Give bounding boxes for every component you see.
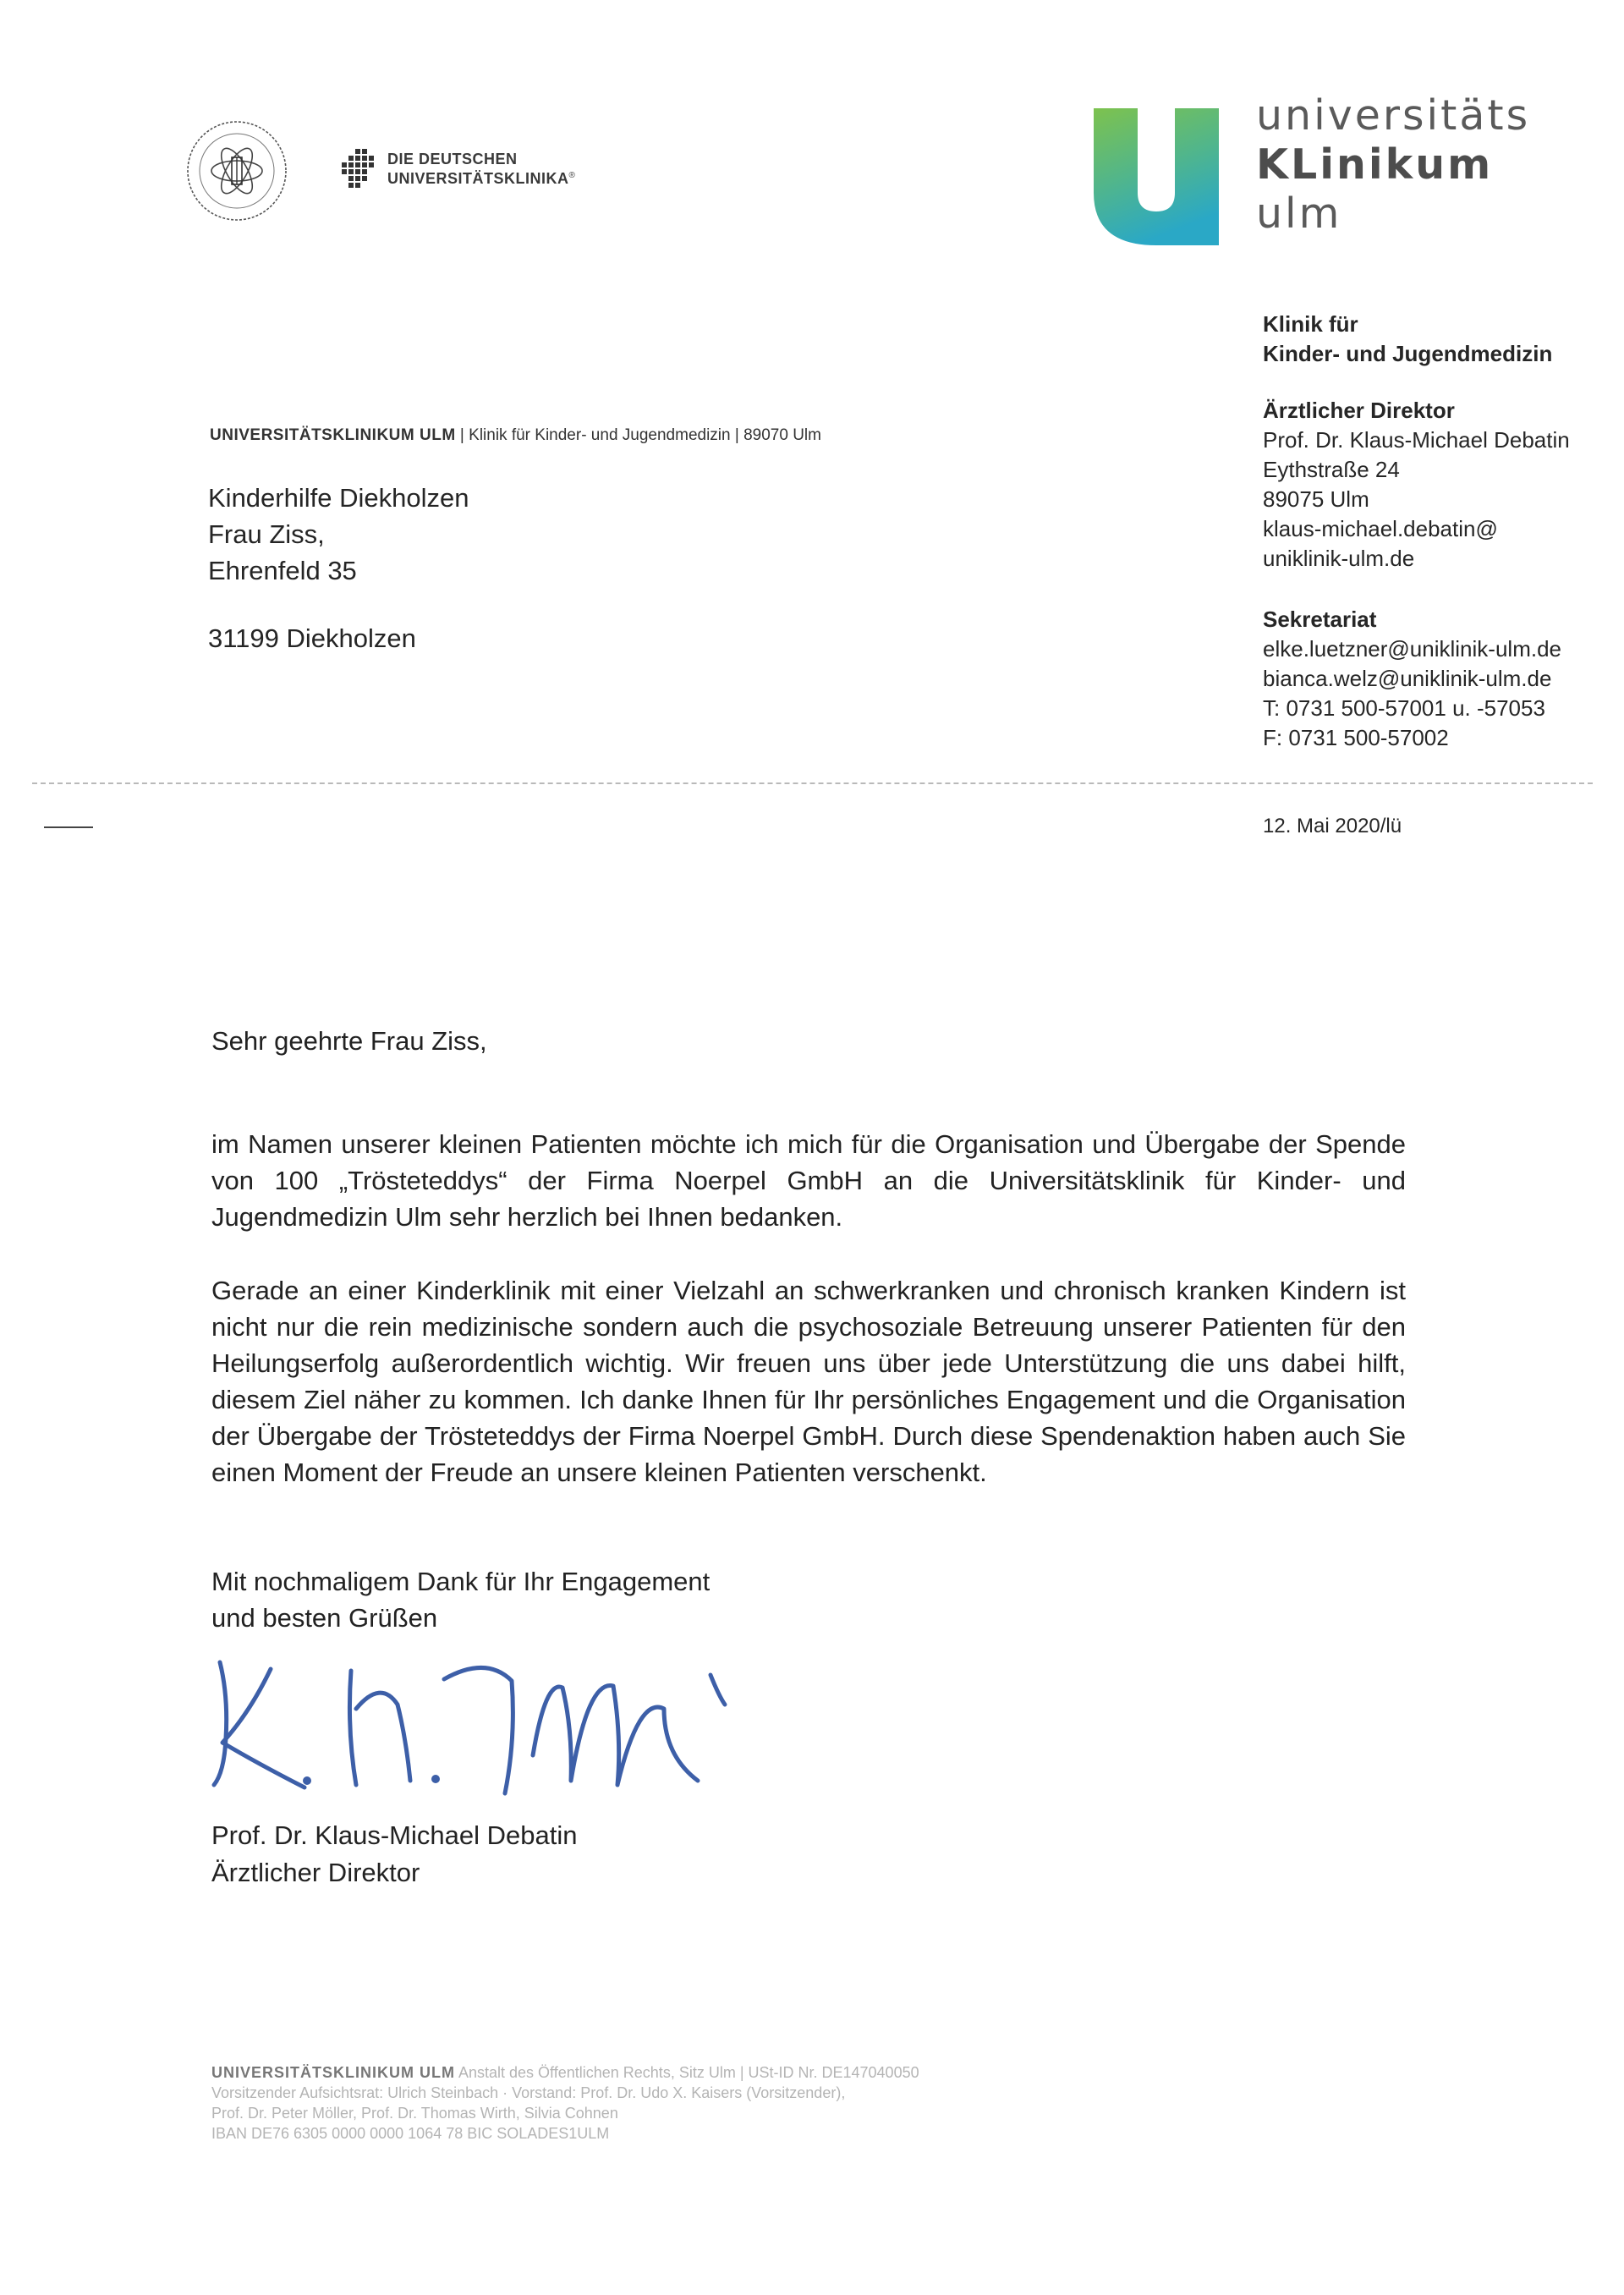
closing [211,1563,710,1636]
signer-title: Ärztlicher Direktor [211,1858,420,1887]
clinic-line1: Klinik für [1263,311,1358,337]
uniklinik-wordmark [1256,91,1530,239]
signer-name: Prof. Dr. Klaus-Michael Debatin [211,1820,578,1850]
signer-block [211,1817,577,1891]
secretariat-email2: bianca.welz@uniklinik-ulm.de [1263,666,1552,691]
dudk-logo-text [387,151,575,187]
wordmark-line1: universitäts [1256,91,1531,140]
body-paragraph-2: Gerade an einer Kinderklinik mit einer Vielzahl an schwerkranken und chronisch kranken Kindern ist nicht nur die rein medizinische sondern auch die psychosoziale Betreuung unserer Patienten für den Heilungserfolg außerordentlich wichtig. Wir freuen uns über jede Unterstützung die uns dabei hilft, diesem Ziel näher zu kommen. Ich danke Ihnen für Ihr persönliches Engagement und die Organisation der Übergabe der Trösteteddys der Firma Noerpel GmbH. Durch diese Spendenaktion haben auch Sie einen Moment der Freude an unsere kleinen Patienten verschenkt. [211,1276,1406,1487]
clinic-line2: Kinder- und Jugendmedizin [1263,341,1553,366]
recipient-line1: Kinderhilfe Diekholzen [208,483,469,513]
recipient-line3: Ehrenfeld 35 [208,556,357,585]
legal-footer [211,2062,1184,2144]
secretariat-contact [1263,605,1561,753]
closing-line1: Mit nochmaligem Dank für Ihr Engagement [211,1567,710,1596]
salutation: Sehr geehrte Frau Ziss, [211,1026,487,1056]
footer-line3: Prof. Dr. Peter Möller, Prof. Dr. Thomas Wirth, Silvia Cohnen [211,2105,618,2122]
letter-date: 12. Mai 2020/lü [1263,815,1402,837]
body-paragraph-1: im Namen unserer kleinen Patienten möchte ich mich für die Organisation und Übergabe der Spende von 100 „Trösteteddys“ der Firma Noerpel GmbH an die Universitätsklinik für Kinder- und Jugendmedizin Ulm sehr herzlich bei Ihnen bedanken. [211,1129,1406,1232]
fold-mark [44,826,93,828]
director-city: 89075 Ulm [1263,486,1369,512]
sender-details: | Klinik für Kinder- und Jugendmedizin | 89070 Ulm [455,426,821,444]
director-email-line2: uniklinik-ulm.de [1263,546,1415,571]
dudk-line1: DIE DEUTSCHEN [387,151,518,167]
uniklinik-u-logo [1094,108,1219,245]
director-contact [1263,396,1570,574]
footer-org: UNIVERSITÄTSKLINIKUM ULM [211,2064,455,2081]
handwritten-signature [190,1645,782,1806]
director-name: Prof. Dr. Klaus-Michael Debatin [1263,427,1570,453]
closing-line2: und besten Grüßen [211,1603,438,1633]
wordmark-line2: KLinikum [1256,140,1494,189]
recipient-line2: Frau Ziss, [208,519,325,549]
footer-line2: Vorsitzender Aufsichtsrat: Ulrich Steinbach · Vorstand: Prof. Dr. Udo X. Kaisers (Vorsitzender), [211,2084,846,2101]
footer-line4: IBAN DE76 6305 0000 0000 1064 78 BIC SOLADES1ULM [211,2125,610,2142]
recipient-city: 31199 Diekholzen [208,623,416,653]
dudk-dot-grid-icon [340,149,381,193]
dudk-line2: UNIVERSITÄTSKLINIKA [387,170,569,187]
recipient-address [208,480,469,589]
dudk-registered-mark: ® [568,171,576,180]
director-heading: Ärztlicher Direktor [1263,398,1455,423]
fold-divider [32,782,1593,784]
secretariat-email1: elke.luetzner@uniklinik-ulm.de [1263,636,1561,662]
wordmark-line3: ulm [1256,189,1342,238]
footer-line1: Anstalt des Öffentlichen Rechts, Sitz Ulm | USt-ID Nr. DE147040050 [455,2064,919,2081]
clinic-name [1263,310,1552,369]
sender-return-line [210,426,821,445]
secretariat-heading: Sekretariat [1263,607,1377,632]
director-email-line1: klaus-michael.debatin@ [1263,516,1498,541]
secretariat-fax: F: 0731 500-57002 [1263,725,1449,750]
sender-org: UNIVERSITÄTSKLINIKUM ULM [210,426,456,444]
director-street: Eythstraße 24 [1263,457,1400,482]
secretariat-phone: T: 0731 500-57001 u. -57053 [1263,695,1545,721]
university-seal-logo [184,118,290,224]
